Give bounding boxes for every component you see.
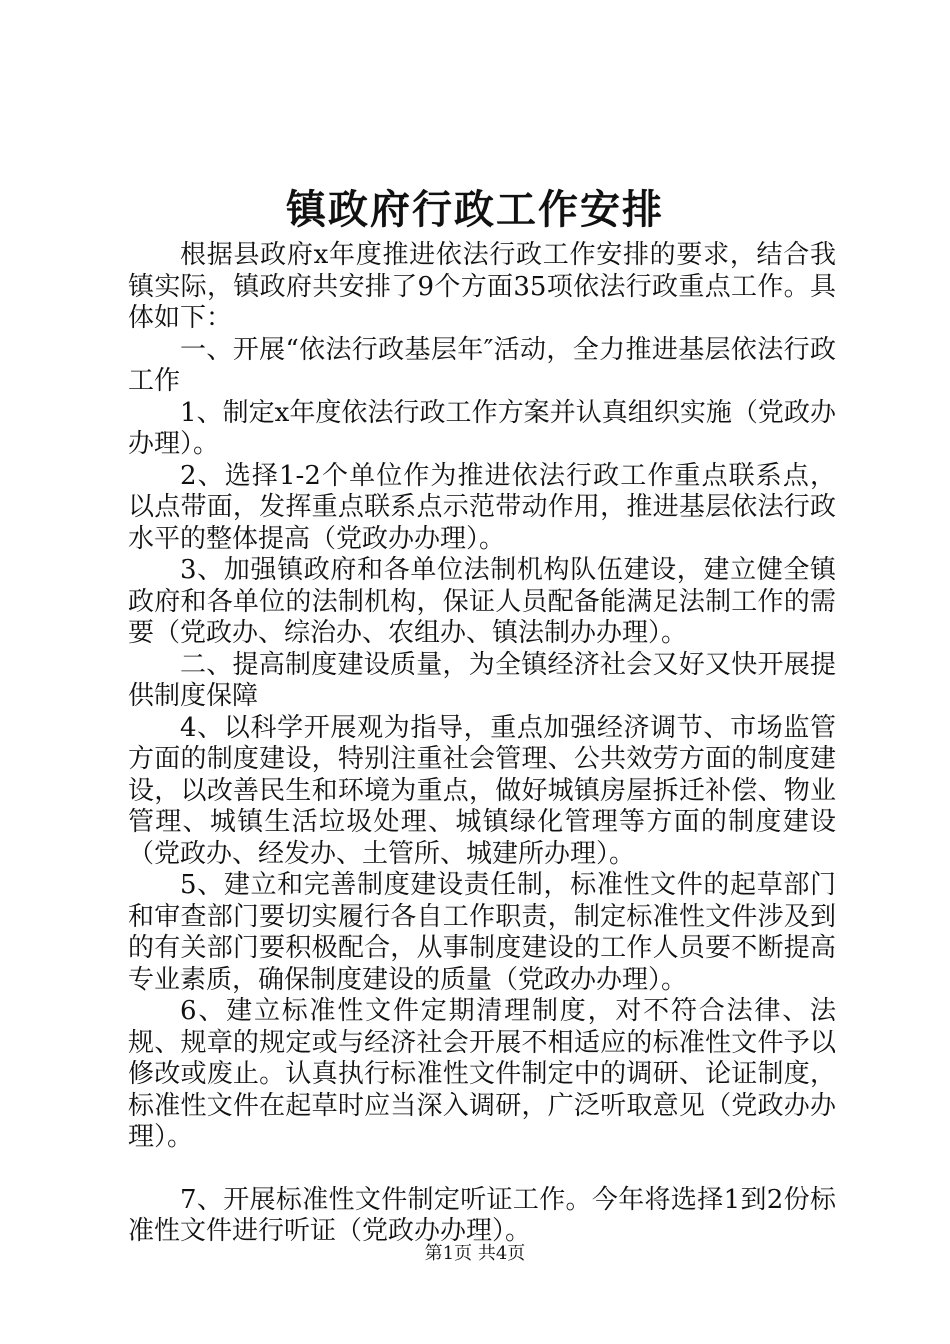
paragraph-item-2: 2、选择1-2个单位作为推进依法行政工作重点联系点，以点带面，发挥重点联系点示范带动作用，推进基层依法行政水平的整体提高（党政办办理）。 (128, 460, 836, 554)
section-heading-2: 二、提高制度建设质量，为全镇经济社会又好又快开展提供制度保障 (128, 649, 836, 711)
paragraph-item-3: 3、加强镇政府和各单位法制机构队伍建设，建立健全镇政府和各单位的法制机构，保证人员配备能满足法制工作的需要（党政办、综治办、农组办、镇法制办办理）。 (128, 555, 836, 648)
paragraph-item-6: 6、建立标准性文件定期清理制度，对不符合法律、法规、规章的规定或与经济社会开展不相适应的标准性文件予以修改或废止。认真执行标准性文件制定中的调研、论证制度，标准性文件在起草时应当深入调研，广泛听取意见（党政办办理）。 (128, 996, 836, 1152)
page-footer: 第1页 共4页 (424, 1243, 526, 1264)
paragraph-intro: 根据县政府x年度推进依法行政工作安排的要求，结合我镇实际，镇政府共安排了9个方面35项依法行政重点工作。具体如下： (128, 240, 836, 333)
paragraph-item-7: 7、开展标准性文件制定听证工作。今年将选择1到2份标准性文件进行听证（党政办办理）。 (128, 1184, 836, 1246)
paragraph-item-5: 5、建立和完善制度建设责任制，标准性文件的起草部门和审查部门要切实履行各自工作职责，制定标准性文件涉及到的有关部门要积极配合，从事制度建设的工作人员要不断提高专业素质，确保制度建设的质量（党政办办理）。 (128, 870, 836, 995)
paragraph-item-4: 4、以科学开展观为指导，重点加强经济调节、市场监管方面的制度建设，特别注重社会管理、公共效劳方面的制度建设，以改善民生和环境为重点，做好城镇房屋拆迁补偿、物业管理、城镇生活垃圾处理、城镇绿化管理等方面的制度建设（党政办、经发办、土管所、城建所办理）。 (128, 712, 836, 869)
section-heading-1: 一、开展“依法行政基层年″活动，全力推进基层依法行政工作 (128, 334, 836, 396)
paragraph-item-1: 1、制定x年度依法行政工作方案并认真组织实施（党政办办理）。 (128, 397, 836, 459)
document-body (128, 240, 836, 1248)
document-title: 镇政府行政工作安排 (286, 186, 664, 233)
